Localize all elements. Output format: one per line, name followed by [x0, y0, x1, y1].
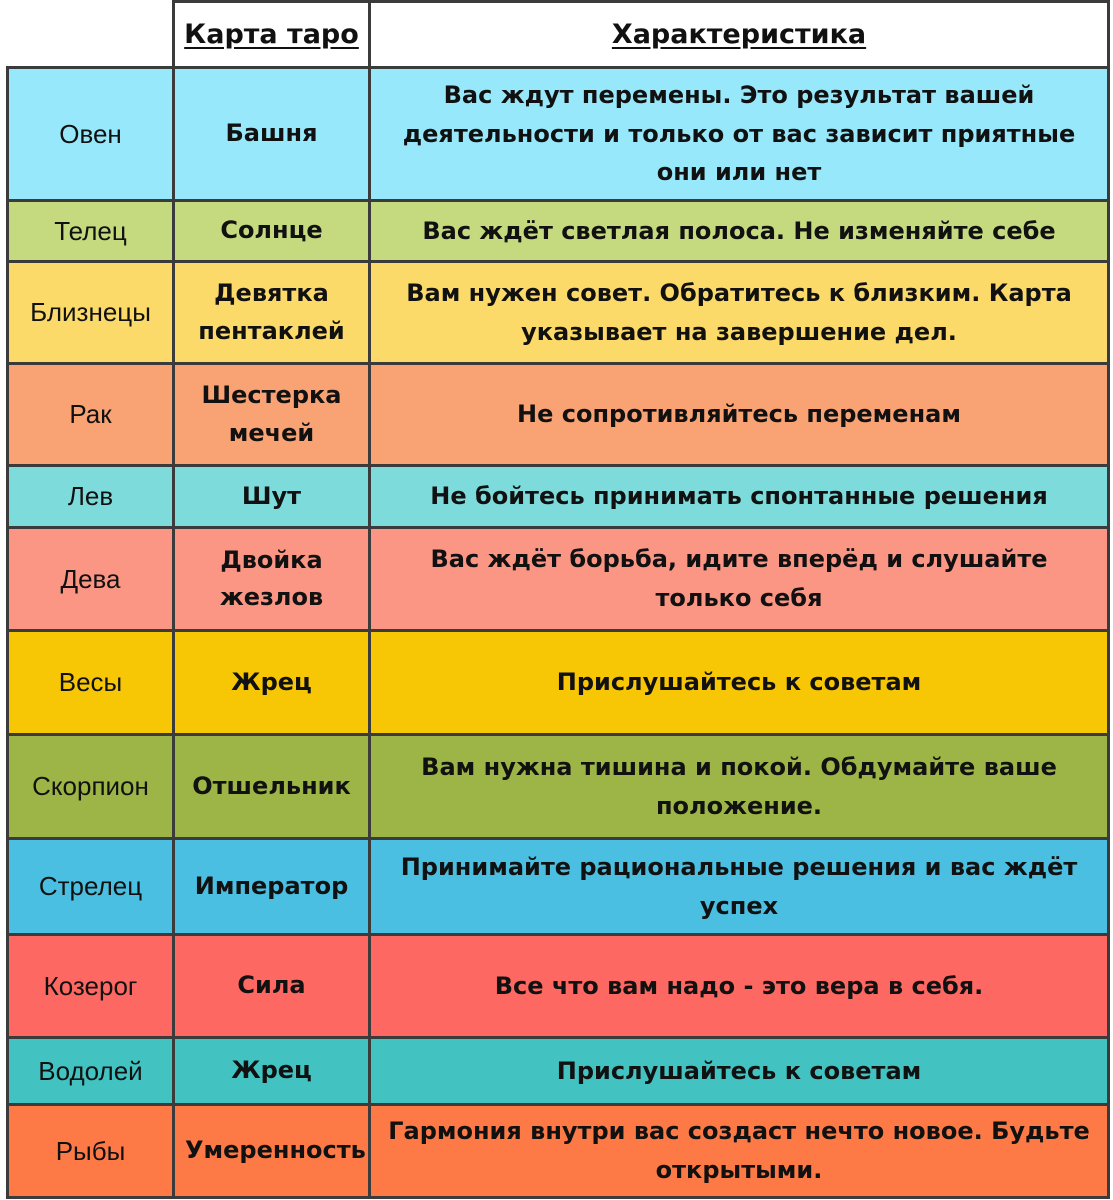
- table-row: [8, 201, 1109, 262]
- zodiac-sign: Телец: [8, 201, 174, 262]
- table-row: [8, 839, 1109, 935]
- table-row: [8, 528, 1109, 631]
- zodiac-sign: Водолей: [8, 1038, 174, 1105]
- zodiac-sign: Весы: [8, 631, 174, 735]
- characteristic-text: Все что вам надо - это вера в себя.: [370, 935, 1109, 1038]
- characteristic-text: Принимайте рациональные решения и вас ждёт успех: [370, 839, 1109, 935]
- characteristic-text: Прислушайтесь к советам: [370, 631, 1109, 735]
- tarot-card: Шестерка мечей: [174, 364, 370, 466]
- tarot-card: Император: [174, 839, 370, 935]
- characteristic-text: Вас ждёт борьба, идите вперёд и слушайте только себя: [370, 528, 1109, 631]
- card-column-header: Карта таро: [174, 2, 370, 68]
- tarot-card: Шут: [174, 466, 370, 528]
- tarot-card: Солнце: [174, 201, 370, 262]
- table-row: [8, 935, 1109, 1038]
- characteristic-text: Прислушайтесь к советам: [370, 1038, 1109, 1105]
- table-row: [8, 68, 1109, 201]
- tarot-card: Сила: [174, 935, 370, 1038]
- table-row: [8, 262, 1109, 364]
- zodiac-sign: Рыбы: [8, 1105, 174, 1198]
- table-row: [8, 466, 1109, 528]
- table-row: [8, 1038, 1109, 1105]
- characteristic-text: Не сопротивляйтесь переменам: [370, 364, 1109, 466]
- zodiac-sign: Дева: [8, 528, 174, 631]
- zodiac-sign: Стрелец: [8, 839, 174, 935]
- characteristic-text: Не бойтесь принимать спонтанные решения: [370, 466, 1109, 528]
- tarot-table: [6, 0, 1110, 1199]
- tarot-card: Жрец: [174, 631, 370, 735]
- characteristic-text: Гармония внутри вас создаст нечто новое. Будьте открытыми.: [370, 1105, 1109, 1198]
- empty-header-cell: [8, 2, 174, 68]
- characteristic-text: Вас ждут перемены. Это результат вашей деятельности и только от вас зависит приятные они или нет: [370, 68, 1109, 201]
- zodiac-sign: Рак: [8, 364, 174, 466]
- table-row: [8, 735, 1109, 839]
- table-row: [8, 364, 1109, 466]
- tarot-card: Девятка пентаклей: [174, 262, 370, 364]
- characteristic-text: Вам нужна тишина и покой. Обдумайте ваше положение.: [370, 735, 1109, 839]
- zodiac-sign: Козерог: [8, 935, 174, 1038]
- tarot-card: Отшельник: [174, 735, 370, 839]
- tarot-card: Башня: [174, 68, 370, 201]
- tarot-card: Двойка жезлов: [174, 528, 370, 631]
- characteristic-text: Вас ждёт светлая полоса. Не изменяйте себе: [370, 201, 1109, 262]
- zodiac-sign: Скорпион: [8, 735, 174, 839]
- zodiac-sign: Овен: [8, 68, 174, 201]
- header-row: [8, 2, 1109, 68]
- tarot-card: Жрец: [174, 1038, 370, 1105]
- tarot-card: Умеренность: [174, 1105, 370, 1198]
- table-row: [8, 631, 1109, 735]
- zodiac-sign: Лев: [8, 466, 174, 528]
- characteristic-column-header: Характеристика: [370, 2, 1109, 68]
- zodiac-sign: Близнецы: [8, 262, 174, 364]
- table-row: [8, 1105, 1109, 1198]
- characteristic-text: Вам нужен совет. Обратитесь к близким. Карта указывает на завершение дел.: [370, 262, 1109, 364]
